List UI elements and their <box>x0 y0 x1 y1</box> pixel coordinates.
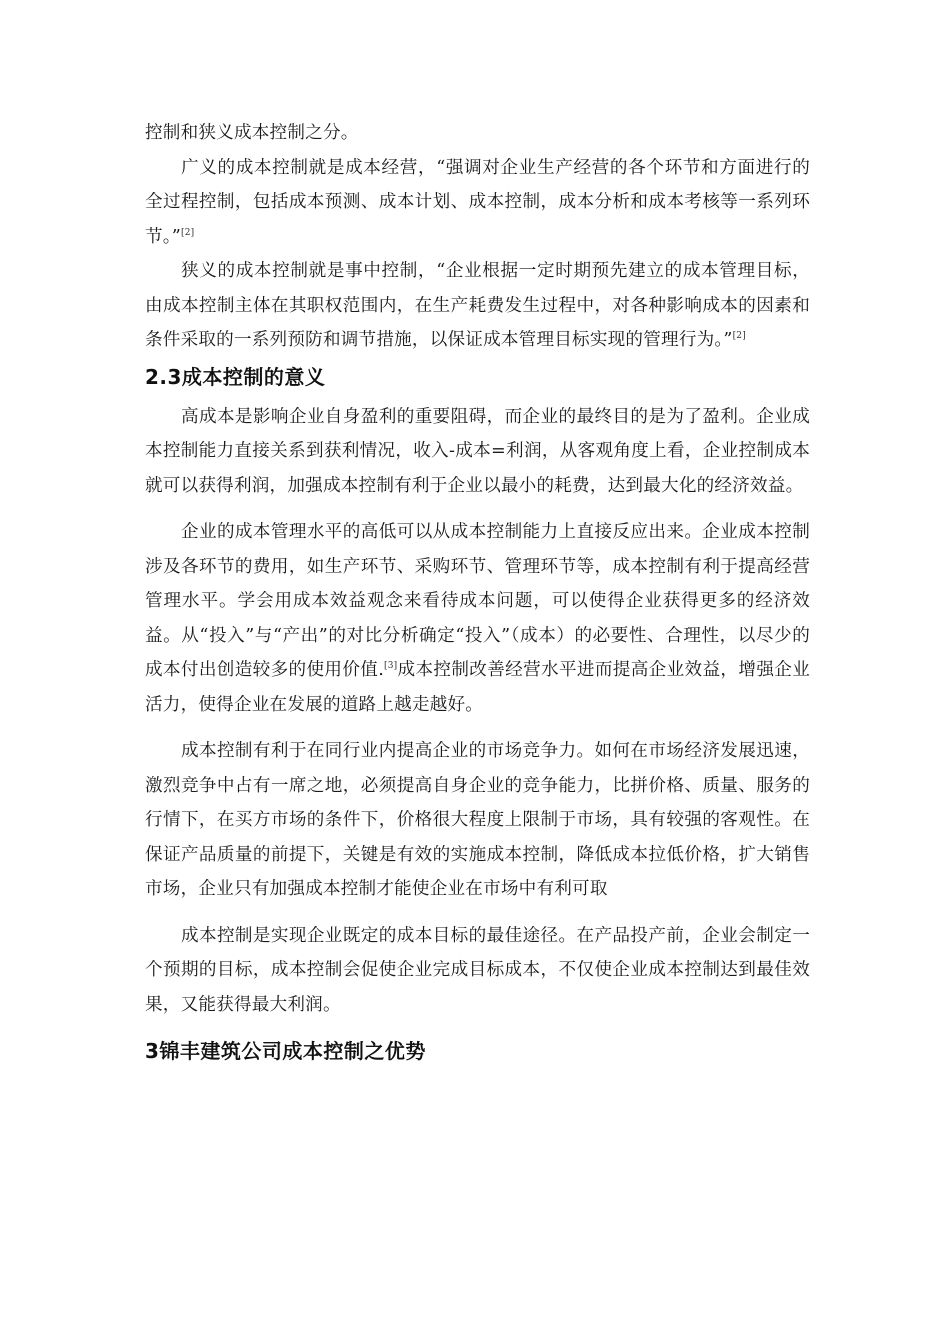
paragraph-text: 成本控制改善经营水平进而提高企业效益，增强企业活力，使得企业在发展的道路上越走越好。 <box>145 660 810 715</box>
paragraph-narrow-cost-control <box>145 254 810 358</box>
paragraph-significance-1: 高成本是影响企业自身盈利的重要阻碍，而企业的最终目的是为了盈利。企业成本控制能力直接关系到获利情况，收入-成本=利润，从客观角度上看，企业控制成本就可以获得利润，加强成本控制有利于企业以最小的耗费，达到最大化的经济效益。 <box>145 406 810 496</box>
paragraph-significance-3: 成本控制有利于在同行业内提高企业的市场竞争力。如何在市场经济发展迅速，激烈竞争中占有一席之地，必须提高自身企业的竞争能力，比拼价格、质量、服务的行情下，在买方市场的条件下，价格很大程度上限制于市场，具有较强的客观性。在保证产品质量的前提下，关键是有效的实施成本控制，降低成本拉低价格，扩大销售市场，企业只有加强成本控制才能使企业在市场中有利可取 <box>145 741 810 899</box>
paragraph-text: 狭义的成本控制就是事中控制，“企业根据一定时期预先建立的成本管理目标，由成本控制主体在其职权范围内，在生产耗费发生过程中，对各种影响成本的因素和条件采取的一系列预防和调节措施，以保证成本管理目标实现的管理行为。” <box>145 261 810 350</box>
paragraph-significance-4: 成本控制是实现企业既定的成本目标的最佳途径。在产品投产前，企业会制定一个预期的目标，成本控制会促使企业完成目标成本，不仅使企业成本控制达到最佳效果，又能获得最大利润。 <box>145 925 810 1015</box>
section-heading-2-3: 2.3成本控制的意义 <box>145 364 326 389</box>
paragraph-text: 企业的成本管理水平的高低可以从成本控制能力上直接反应出来。企业成本控制涉及各环节的费用，如生产环节、采购环节、管理环节等，成本控制有利于提高经营管理水平。学会用成本效益观念来看待成本问题，可以使得企业获得更多的经济效益。从“投入”与“产出”的对比分析确定“投入”（成本）的必要性、合理性，以尽少的成本付出创造较多的使用价值. <box>145 522 810 680</box>
paragraph-text: 广义的成本控制就是成本经营，“强调对企业生产经营的各个环节和方面进行的全过程控制，包括成本预测、成本计划、成本控制，成本分析和成本考核等一系列环节。” <box>145 157 810 247</box>
citation-ref: [3] <box>384 661 398 672</box>
citation-ref: [2] <box>732 331 746 342</box>
document-page <box>145 116 810 1066</box>
section-heading-3: 3锦丰建筑公司成本控制之优势 <box>145 1039 426 1063</box>
paragraph-continuation: 控制和狭义成本控制之分。 <box>145 123 359 143</box>
paragraph-significance-2 <box>145 515 810 722</box>
paragraph-broad-cost-control <box>145 151 810 255</box>
citation-ref: [2] <box>180 227 195 238</box>
